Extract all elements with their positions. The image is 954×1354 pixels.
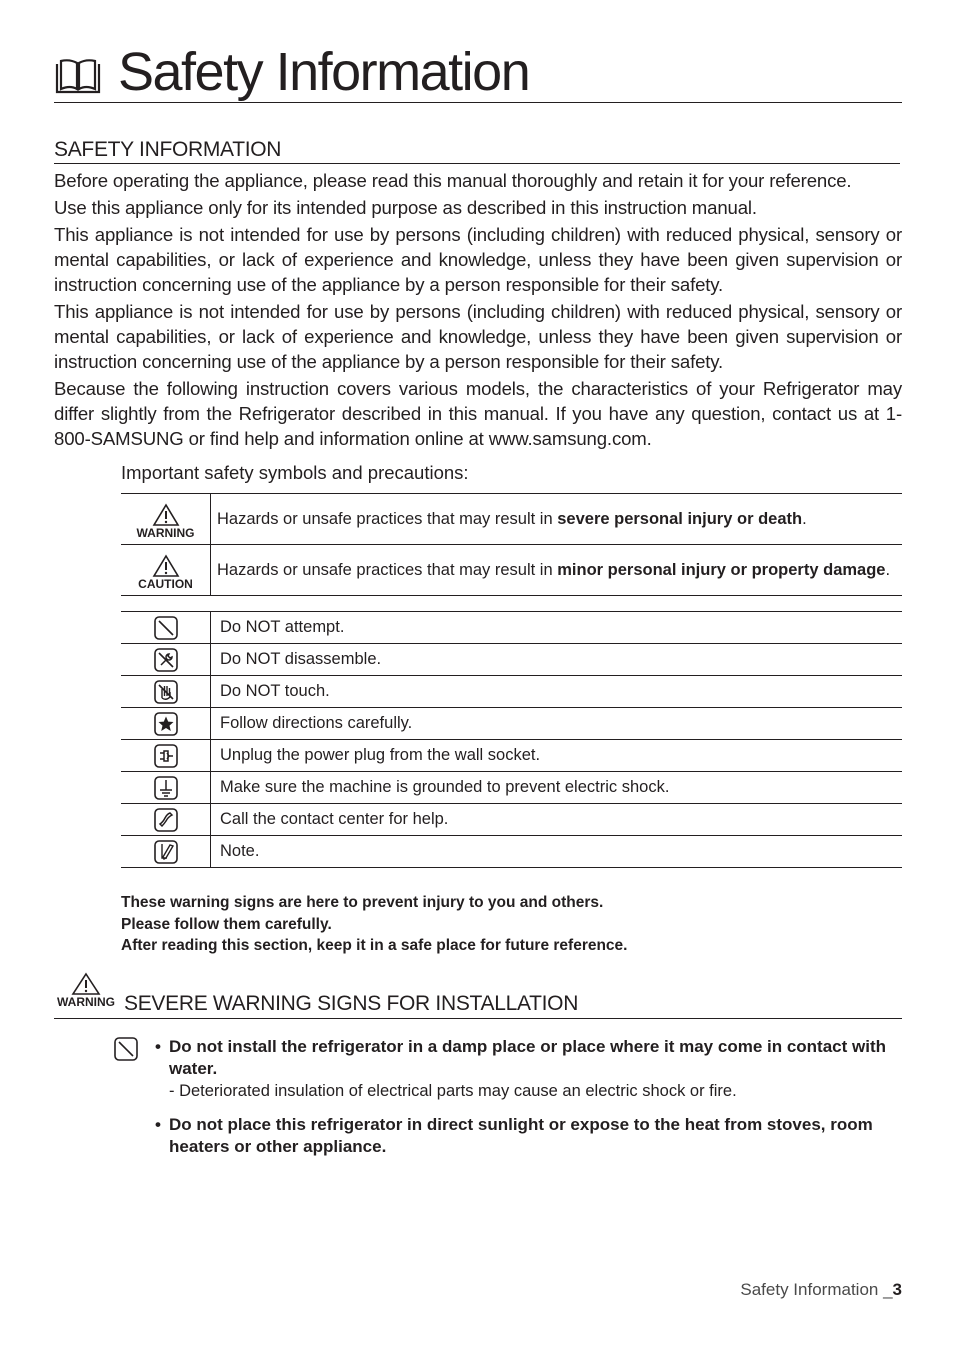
list-item bbox=[155, 1036, 903, 1102]
section-divider bbox=[54, 1018, 902, 1019]
symbol-description: Make sure the machine is grounded to prevent electric shock. bbox=[211, 772, 903, 804]
caution-label: CAUTION bbox=[138, 576, 193, 591]
no-disassemble-icon bbox=[154, 648, 178, 672]
hazard-suffix: . bbox=[885, 561, 891, 579]
symbol-description: Do NOT touch. bbox=[211, 676, 903, 708]
symbol-description: Do NOT attempt. bbox=[211, 612, 903, 644]
table-row bbox=[121, 836, 902, 868]
paragraph: This appliance is not intended for use by persons (including children) with reduced physical, sensory or mental capabilities, or lack of experience and knowledge, unless they have been given supervision or instruction concerning use of the appliance by a person responsible for their safety. bbox=[54, 301, 902, 372]
paragraph: Because the following instruction covers various models, the characteristics of your Refrigerator may differ slightly from the Refrigerator described in this manual. If you have any question, contact us at 1-800-SAMSUNG or find help and information online at www.samsung.com. bbox=[54, 378, 902, 449]
caution-icon-cell bbox=[121, 545, 211, 596]
hazard-description bbox=[211, 545, 903, 596]
note-icon bbox=[154, 840, 178, 864]
symbol-description: Unplug the power plug from the wall socket. bbox=[211, 740, 903, 772]
table-row bbox=[121, 612, 902, 644]
installation-bullets bbox=[155, 1036, 903, 1170]
bullet-dot: • bbox=[155, 1037, 161, 1056]
prohibited-icon bbox=[154, 616, 178, 640]
warning-label: WARNING bbox=[136, 525, 195, 540]
bullet-dot: • bbox=[155, 1115, 161, 1134]
table-row bbox=[121, 772, 902, 804]
hazard-table bbox=[121, 493, 902, 596]
hazard-bold-text: severe personal injury or death bbox=[557, 510, 803, 528]
warning-label: WARNING bbox=[57, 995, 115, 1009]
icon-cell bbox=[121, 676, 211, 708]
hazard-text: Hazards or unsafe practices that may result in bbox=[217, 510, 558, 528]
icon-cell bbox=[121, 836, 211, 868]
table-row bbox=[121, 494, 902, 545]
list-item bbox=[155, 1114, 903, 1158]
ground-icon bbox=[154, 776, 178, 800]
icon-cell bbox=[121, 772, 211, 804]
section-heading-installation: SEVERE WARNING SIGNS FOR INSTALLATION bbox=[124, 992, 579, 1015]
hazard-text: Hazards or unsafe practices that may result in bbox=[217, 561, 558, 579]
intro-text bbox=[54, 168, 902, 453]
hazard-description bbox=[211, 494, 903, 545]
icon-cell bbox=[121, 644, 211, 676]
symbol-description: Note. bbox=[211, 836, 903, 868]
page-title: Safety Information bbox=[118, 42, 530, 102]
paragraph: Before operating the appliance, please read this manual thoroughly and retain it for your reference. bbox=[54, 170, 852, 191]
caution-icon bbox=[152, 554, 180, 578]
symbol-table bbox=[121, 611, 902, 868]
warning-icon-cell bbox=[121, 494, 211, 545]
unplug-icon bbox=[154, 744, 178, 768]
page-footer bbox=[740, 1280, 902, 1300]
hazard-suffix: . bbox=[802, 510, 807, 528]
icon-cell bbox=[121, 740, 211, 772]
note-line: After reading this section, keep it in a safe place for future reference. bbox=[121, 937, 628, 954]
symbol-description: Call the contact center for help. bbox=[211, 804, 903, 836]
page-number: 3 bbox=[892, 1280, 902, 1299]
bullet-subtext: - Deteriorated insulation of electrical parts may cause an electric shock or fire. bbox=[169, 1082, 737, 1100]
warning-icon bbox=[152, 503, 180, 527]
table-row bbox=[121, 804, 902, 836]
table-row bbox=[121, 708, 902, 740]
bullet-text: Do not place this refrigerator in direct sunlight or expose to the heat from stoves, room heaters or other appliance. bbox=[169, 1115, 873, 1156]
section-heading-safety-information: SAFETY INFORMATION bbox=[54, 138, 900, 164]
icon-cell bbox=[121, 612, 211, 644]
section-warning-icon-group bbox=[54, 972, 118, 1009]
paragraph: Use this appliance only for its intended purpose as described in this instruction manual. bbox=[54, 197, 757, 218]
table-row bbox=[121, 644, 902, 676]
symbol-description: Do NOT disassemble. bbox=[211, 644, 903, 676]
table-row bbox=[121, 545, 902, 596]
icon-cell bbox=[121, 804, 211, 836]
note-line: Please follow them carefully. bbox=[121, 915, 332, 933]
warning-icon bbox=[71, 972, 101, 996]
page-header bbox=[54, 42, 902, 103]
table-row bbox=[121, 740, 902, 772]
star-icon bbox=[154, 712, 178, 736]
footer-label: Safety Information _ bbox=[740, 1280, 893, 1299]
hazard-bold-text: minor personal injury or property damage bbox=[557, 561, 886, 579]
note-line: These warning signs are here to prevent injury to you and others. bbox=[121, 894, 604, 911]
icon-cell bbox=[121, 708, 211, 740]
paragraph: This appliance is not intended for use by persons (including children) with reduced physical, sensory or mental capabilities, or lack of experience and knowledge, unless they have been given supervision or instruction concerning use of the appliance by a person responsible for their safety. bbox=[54, 224, 902, 295]
prohibited-icon bbox=[114, 1037, 138, 1061]
warning-notes bbox=[121, 892, 627, 957]
phone-icon bbox=[154, 808, 178, 832]
table-row bbox=[121, 676, 902, 708]
symbol-description: Follow directions carefully. bbox=[211, 708, 903, 740]
bullet-text: Do not install the refrigerator in a damp place or place where it may come in contact with water. bbox=[169, 1037, 886, 1078]
symbols-subheading: Important safety symbols and precautions: bbox=[121, 462, 469, 483]
book-icon bbox=[54, 58, 102, 96]
no-touch-icon bbox=[154, 680, 178, 704]
